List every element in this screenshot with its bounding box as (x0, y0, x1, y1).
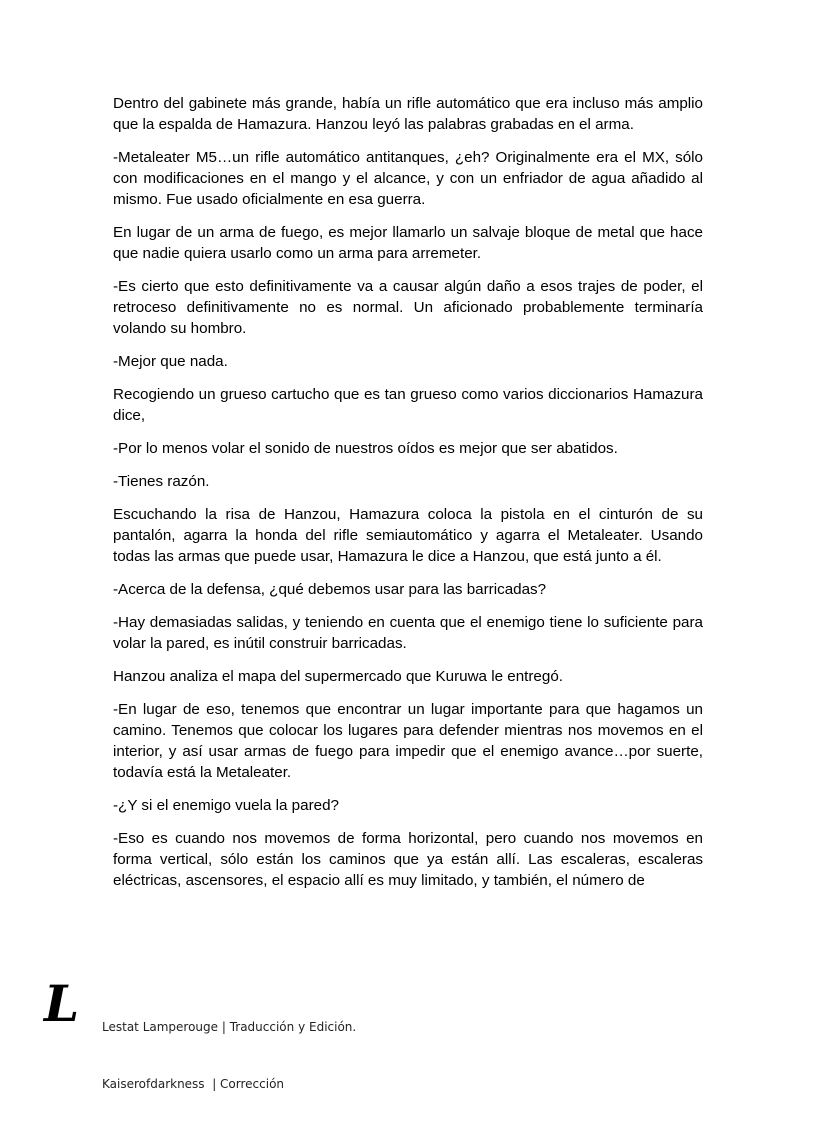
footer-credit-correction: Kaiserofdarkness | Corrección (102, 1077, 285, 1091)
paragraph-10: -Acerca de la defensa, ¿qué debemos usar para las barricadas? (113, 581, 547, 598)
footer-credits (102, 980, 356, 1132)
paragraph-12: Hanzou analiza el mapa del supermercado que Kuruwa le entregó. (113, 668, 563, 685)
paragraph-3: En lugar de un arma de fuego, es mejor llamarlo un salvaje bloque de metal que hace que nadie quiera usarlo como un arma para arremeter. (113, 224, 703, 262)
paragraph-7: -Por lo menos volar el sonido de nuestros oídos es mejor que ser abatidos. (113, 440, 618, 457)
paragraph-11: -Hay demasiadas salidas, y teniendo en cuenta que el enemigo tiene lo suficiente para volar la pared, es inútil construir barricadas. (113, 614, 703, 652)
l-logo-icon: L (44, 974, 80, 1033)
footer-credit-translation: Lestat Lamperouge | Traducción y Edición. (102, 1020, 357, 1034)
paragraph-5: -Mejor que nada. (113, 353, 228, 370)
page-footer (44, 974, 444, 1091)
paragraph-6: Recogiendo un grueso cartucho que es tan grueso como varios diccionarios Hamazura dice, (113, 386, 703, 424)
paragraph-4: -Es cierto que esto definitivamente va a causar algún daño a esos trajes de poder, el retroceso definitivamente no es normal. Un aficionado probablemente terminaría volando su hombro. (113, 278, 703, 337)
document-body (113, 93, 703, 903)
paragraph-13: -En lugar de eso, tenemos que encontrar un lugar importante para que hagamos un camino. Tenemos que colocar los lugares para defender mientras nos movemos en el interior, y así usar armas de fuego para impedir que el enemigo avance…por suerte, todavía está la Metaleater. (113, 701, 703, 781)
paragraph-9: Escuchando la risa de Hanzou, Hamazura coloca la pistola en el cinturón de su pantalón, agarra la honda del rifle semiautomático y agarra el Metaleater. Usando todas las armas que puede usar, Hamazura le dice a Hanzou, que está junto a él. (113, 506, 703, 565)
paragraph-1: Dentro del gabinete más grande, había un rifle automático que era incluso más amplio que la espalda de Hamazura. Hanzou leyó las palabras grabadas en el arma. (113, 95, 703, 133)
paragraph-15: -Eso es cuando nos movemos de forma horizontal, pero cuando nos movemos en forma vertical, sólo están los caminos que ya están allí. Las escaleras, escaleras eléctricas, ascensores, el espacio allí es muy limitado, y también, el número de (113, 830, 703, 889)
paragraph-14: -¿Y si el enemigo vuela la pared? (113, 797, 339, 814)
paragraph-8: -Tienes razón. (113, 473, 210, 490)
paragraph-2: -Metaleater M5…un rifle automático antitanques, ¿eh? Originalmente era el MX, sólo con modificaciones en el mango y el alcance, y con un enfriador de agua añadido al mismo. Fue usado oficialmente en esa guerra. (113, 149, 703, 208)
